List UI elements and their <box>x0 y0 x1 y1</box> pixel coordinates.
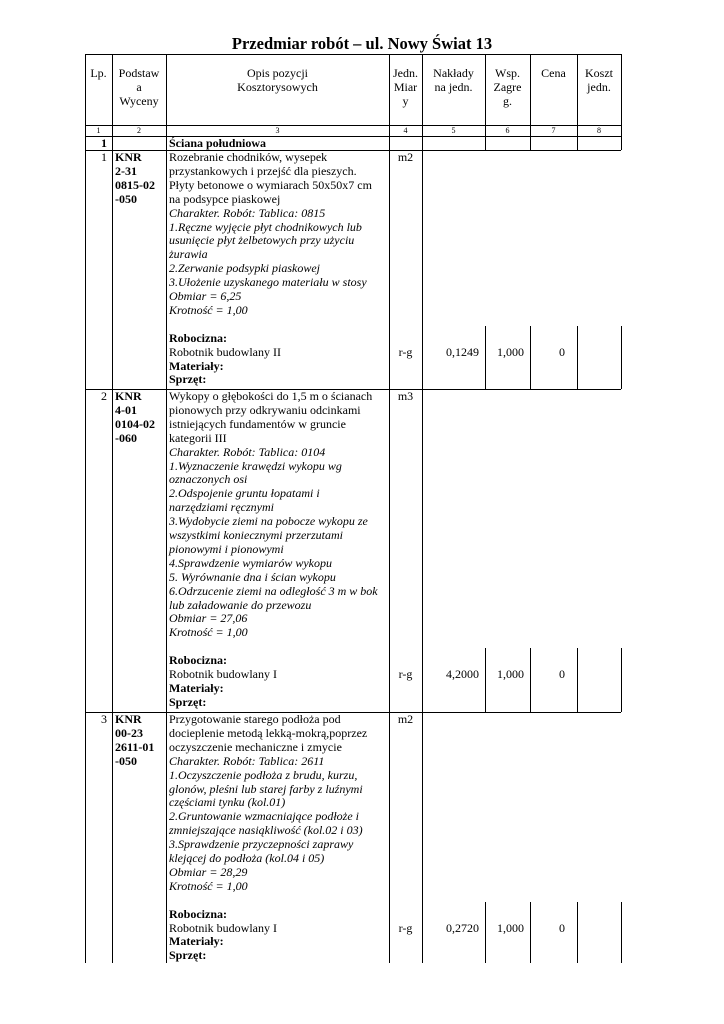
item-charakter-line: usunięcie płyt żelbetowych przy użyciu <box>169 233 355 248</box>
header-podstawa: Wyceny <box>119 93 159 108</box>
robotnik-name: Robotnik budowlany II <box>169 344 281 359</box>
item-charakter-line: 3.Ułożenie uzyskanego materiału w stosy <box>169 275 367 290</box>
item-jedn: m3 <box>397 389 414 403</box>
header-koszt: Koszt <box>585 66 613 80</box>
item-lp: 2 <box>101 389 107 403</box>
section-name: Ściana południowa <box>169 136 267 150</box>
header-jedn: Miar <box>393 79 418 94</box>
robotnik-name: Robotnik budowlany I <box>169 667 277 681</box>
item-charakter-line: 1.Wyznaczenie krawędzi wykopu wg <box>169 458 342 473</box>
item-opis-line: pionowych przy odkrywaniu odcinkami <box>169 402 361 417</box>
header-wsp: g. <box>503 93 512 108</box>
item-opis-line: kategorii III <box>169 430 227 445</box>
item-value-column-rule <box>577 326 578 389</box>
item-podstawa: KNR <box>115 150 142 164</box>
column-number: 1 <box>96 126 101 135</box>
item-column-rule <box>112 389 113 712</box>
item-value-column-rule <box>485 648 486 712</box>
item-charakter-line: 2.Gruntowanie wzmacniające podłoże i <box>169 809 359 824</box>
wsp-value: 1,000 <box>497 667 524 681</box>
header-naklady: na jedn. <box>434 79 473 94</box>
item-podstawa: KNR <box>115 389 142 403</box>
item-opis-line: Przygotowanie starego podłoża pod <box>169 712 341 726</box>
robocizna-jedn: r-g <box>398 920 413 935</box>
item-column-rule <box>85 150 86 389</box>
item-value-column-rule <box>530 326 531 389</box>
page-title: Przedmiar robót – ul. Nowy Świat 13 <box>231 34 493 53</box>
item-podstawa: 2-31 <box>115 163 137 178</box>
robocizna-label: Robocizna: <box>169 330 227 345</box>
item-opis-line: na podsypce piaskowej <box>169 191 281 206</box>
robotnik-name: Robotnik budowlany I <box>169 920 277 935</box>
item-charakter-line: Krotność = 1,00 <box>169 878 248 893</box>
column-number: 8 <box>597 126 601 135</box>
header-koszt: jedn. <box>587 79 611 94</box>
item-charakter-line: Obmiar = 27,06 <box>169 611 248 626</box>
item-column-rule <box>85 389 86 712</box>
robocizna-jedn: r-g <box>398 667 413 681</box>
wsp-value: 1,000 <box>497 920 524 935</box>
item-podstawa: -050 <box>115 753 137 768</box>
robocizna-label: Robocizna: <box>169 653 227 668</box>
item-podstawa: 4-01 <box>115 402 137 417</box>
sprzet-label: Sprzęt: <box>169 948 207 963</box>
item-charakter-line: zmniejszające nasiąkliwość (kol.02 i 03) <box>169 823 363 838</box>
header-naklady: Nakłady <box>433 66 474 80</box>
naklady-value: 4,2000 <box>446 667 479 681</box>
robocizna-jedn: r-g <box>398 344 413 359</box>
item-column-rule <box>389 389 390 712</box>
header-cena: Cena <box>541 66 566 80</box>
naklady-value: 0,1249 <box>446 344 479 359</box>
header-opis: Kosztorysowych <box>237 79 318 94</box>
item-value-column-rule <box>530 902 531 964</box>
item-opis-line: Płyty betonowe o wymiarach 50x50x7 cm <box>169 177 372 192</box>
header-jedn: y <box>402 93 409 108</box>
item-charakter-line: Obmiar = 28,29 <box>169 864 248 879</box>
sprzet-label: Sprzęt: <box>169 372 207 387</box>
materialy-label: Materiały: <box>169 358 224 373</box>
section-lp: 1 <box>101 136 107 150</box>
item-value-column-rule <box>621 326 622 389</box>
item-value-column-rule <box>530 648 531 712</box>
item-charakter-line: klejącej do podłoża (kol.04 i 05) <box>169 851 325 865</box>
item-charakter-line: lub załadowanie do przewozu <box>169 597 312 612</box>
item-charakter-line: Charakter. Robót: Tablica: 0104 <box>169 444 326 459</box>
item-charakter-line: Krotność = 1,00 <box>169 625 248 640</box>
column-number: 7 <box>551 126 556 135</box>
item-value-column-rule <box>621 902 622 964</box>
item-charakter-line: 2.Odspojenie gruntu łopatami i <box>169 486 320 501</box>
header-wsp: Zagre <box>493 79 522 94</box>
item-charakter-line: Charakter. Robót: Tablica: 2611 <box>169 753 325 768</box>
header-column-rule <box>621 54 622 150</box>
sprzet-label: Sprzęt: <box>169 694 207 709</box>
item-podstawa: KNR <box>115 712 142 726</box>
item-opis-line: istniejących fundamentów w gruncie <box>169 416 346 431</box>
item-lp: 3 <box>101 712 107 726</box>
item-column-rule <box>85 712 86 963</box>
item-charakter-line: częściami tynku (kol.01) <box>169 795 286 810</box>
header-podstawa: a <box>136 79 142 94</box>
materialy-label: Materiały: <box>169 680 224 695</box>
naklady-value: 0,2720 <box>446 920 479 935</box>
item-value-column-rule <box>485 902 486 964</box>
item-charakter-line: 6.Odrzucenie ziemi na odległość 3 m w bok <box>169 583 378 598</box>
item-podstawa: -050 <box>115 191 137 206</box>
item-column-rule <box>112 150 113 389</box>
item-value-column-rule <box>485 326 486 389</box>
item-lp: 1 <box>101 150 107 164</box>
item-charakter-line: 1.Ręczne wyjęcie płyt chodnikowych lub <box>169 219 362 234</box>
item-charakter-line: Charakter. Robót: Tablica: 0815 <box>169 205 326 220</box>
item-charakter-line: 5. Wyrównanie dna i ścian wykopu <box>169 569 336 584</box>
item-opis-line: docieplenie metodą lekką-mokrą,poprzez <box>169 725 368 740</box>
item-column-rule <box>166 150 167 389</box>
item-column-rule <box>166 712 167 963</box>
item-charakter-line: narzędziami ręcznymi <box>169 500 274 515</box>
item-podstawa: -060 <box>115 430 137 445</box>
item-column-rule <box>422 389 423 712</box>
item-charakter-line: wszystkimi koniecznymi przerzutami <box>169 528 343 542</box>
cena-value: 0 <box>559 920 565 935</box>
item-value-column-rule <box>577 902 578 964</box>
item-podstawa: 0815-02 <box>115 177 155 192</box>
item-charakter-line: 2.Zerwanie podsypki piaskowej <box>169 261 320 276</box>
item-charakter-line: 1.Oczyszczenie podłoża z brudu, kurzu, <box>169 767 358 782</box>
cena-value: 0 <box>559 667 565 681</box>
item-charakter-line: 3.Wydobycie ziemi na pobocze wykopu ze <box>169 514 368 529</box>
item-charakter-line: oznaczonych osi <box>169 472 248 487</box>
column-number: 3 <box>275 126 280 135</box>
item-column-rule <box>112 712 113 963</box>
header-jedn: Jedn. <box>393 66 418 80</box>
item-charakter-line: pionowymi i pionowymi <box>169 541 284 556</box>
item-charakter-line: 3.Sprawdzenie przyczepności zaprawy <box>169 837 354 852</box>
wsp-value: 1,000 <box>497 344 524 359</box>
header-podstawa: Podstaw <box>118 66 160 80</box>
item-value-column-rule <box>621 648 622 712</box>
item-charakter-line: glonów, pleśni lub starej farby z luźnymi <box>169 781 363 796</box>
item-charakter-line: 4.Sprawdzenie wymiarów wykopu <box>169 555 332 570</box>
column-number: 4 <box>403 126 408 135</box>
item-opis-line: oczyszczenie mechaniczne i zmycie <box>169 739 342 754</box>
header-lp: Lp. <box>90 66 107 80</box>
item-podstawa: 00-23 <box>115 725 143 740</box>
header-wsp: Wsp. <box>495 66 520 80</box>
item-opis-line: Rozebranie chodników, wysepek <box>169 150 328 164</box>
robocizna-label: Robocizna: <box>169 906 227 921</box>
item-jedn: m2 <box>397 150 414 164</box>
item-charakter-line: Obmiar = 6,25 <box>169 289 242 303</box>
cena-value: 0 <box>559 344 565 359</box>
column-number: 6 <box>505 126 510 135</box>
item-podstawa: 0104-02 <box>115 416 155 431</box>
item-opis-line: Wykopy o głębokości do 1,5 m o ścianach <box>169 389 373 403</box>
item-charakter-line: Krotność = 1,00 <box>169 302 248 317</box>
materialy-label: Materiały: <box>169 934 224 949</box>
column-number: 2 <box>137 126 141 135</box>
item-charakter-line: żurawia <box>169 247 208 262</box>
item-column-rule <box>166 389 167 712</box>
item-value-column-rule <box>577 648 578 712</box>
column-number: 5 <box>451 126 456 135</box>
item-podstawa: 2611-01 <box>115 739 155 754</box>
item-jedn: m2 <box>397 712 414 726</box>
header-opis: Opis pozycji <box>247 66 308 80</box>
item-opis-line: przystankowych i przejść dla pieszych. <box>169 163 357 178</box>
